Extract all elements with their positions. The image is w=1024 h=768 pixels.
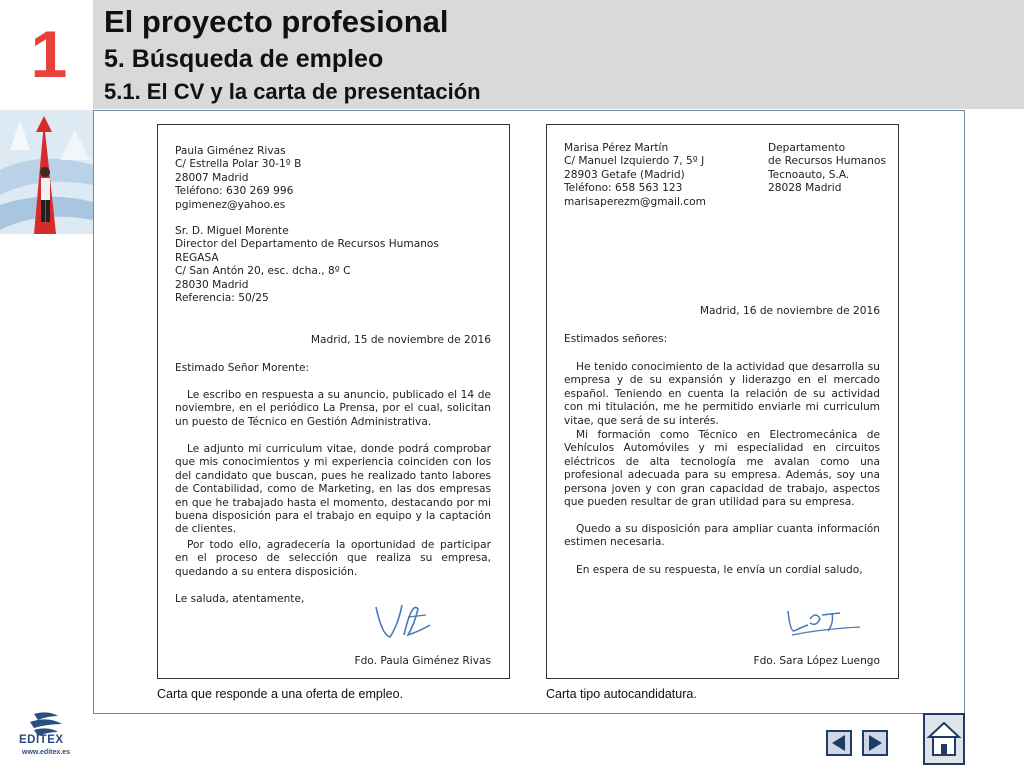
letter-greeting: Estimado Señor Morente:	[175, 362, 310, 374]
chapter-number: 1	[30, 17, 68, 91]
recipient-city: 28028 Madrid	[768, 182, 842, 195]
letter-date: Madrid, 16 de noviembre de 2016	[699, 305, 880, 317]
letter-job-offer	[157, 124, 510, 679]
sender-phone: Teléfono: 630 269 996	[175, 185, 294, 198]
letter-paragraph: Le adjunto mi curriculum vitae, donde podrá comprobar que mis conocimientos y mi experiencia coinciden con los del candidato que buscan, pues he realizado tanto labores de Contabilidad, como de Marketing, en las dos empresas en que he trabajado hasta el momento, destacando por mi buena disposición para el trabajo en equipo y la captación de clientes.	[175, 443, 491, 536]
sender-name: Paula Giménez Rivas	[175, 145, 286, 157]
recipient-company: REGASA	[175, 251, 219, 264]
chapter-number-box	[0, 0, 93, 109]
career-illustration	[0, 110, 93, 234]
caption-self-application: Carta tipo autocandidatura.	[546, 687, 697, 701]
prev-slide-button[interactable]	[826, 730, 852, 756]
recipient-name: Sr. D. Miguel Morente	[175, 225, 289, 237]
letter-closing: Le saluda, atentamente,	[175, 593, 305, 605]
recipient-city: 28030 Madrid	[175, 278, 249, 291]
letter-paragraph: Quedo a su disposición para ampliar cuanta información estimen necesaria.	[564, 523, 880, 549]
letter-self-application	[546, 124, 899, 679]
sender-address: C/ Manuel Izquierdo 7, 5º J	[564, 155, 705, 168]
caption-job-offer: Carta que responde a una oferta de empleo.	[157, 687, 404, 701]
recipient-company: Tecnoauto, S.A.	[768, 168, 850, 181]
recipient-department: Departamento	[768, 142, 846, 154]
triangle-right-icon	[864, 732, 886, 754]
letter-date: Madrid, 15 de noviembre de 2016	[310, 334, 491, 346]
sender-name: Marisa Pérez Martín	[564, 142, 669, 154]
letter-paragraph: He tenido conocimiento de la actividad que desarrolla su empresa y de su expansión y liderazgo en el mercado español. Teniendo en cuenta la relación de su actividad con mi titulación, me he permitido enviarle mi curriculum vitae, que será de su interés.	[564, 361, 880, 427]
section-title: 5. Búsqueda de empleo	[104, 45, 384, 73]
sender-block	[564, 142, 706, 209]
letter-paragraph: Mi formación como Técnico en Electromecánica de Vehículos Automóviles y mi especialidad en circuitos eléctricos de alta tecnología me avalan como una profesional adecuada para su empresa. Además, soy una persona joven y con gran capacidad de trabajo, aspectos que pueden resultar de gran utilidad para su empresa.	[564, 429, 880, 509]
recipient-reference: Referencia: 50/25	[175, 292, 269, 305]
recipient-title: Director del Departamento de Recursos Humanos	[175, 238, 439, 251]
signature-icon	[782, 601, 866, 641]
logo-url: www.editex.es	[22, 749, 70, 756]
recipient-address: C/ San Antón 20, esc. dcha., 8º C	[175, 265, 351, 278]
sender-city: 28007 Madrid	[175, 171, 249, 184]
sender-address: C/ Estrella Polar 30-1º B	[175, 158, 302, 171]
letter-paragraph: Le escribo en respuesta a su anuncio, publicado el 14 de noviembre, en el periódico La Prensa, por el cual, solicitan un puesto de Técnico en Gestión Administrativa.	[175, 389, 491, 428]
letter-greeting: Estimados señores:	[564, 333, 668, 345]
next-slide-button[interactable]	[862, 730, 888, 756]
home-button[interactable]	[923, 713, 965, 765]
sender-email: pgimenez@yahoo.es	[175, 198, 286, 211]
sender-city: 28903 Getafe (Madrid)	[564, 168, 685, 181]
recipient-department-name: de Recursos Humanos	[768, 155, 887, 168]
recipient-block	[768, 142, 886, 196]
house-icon	[925, 715, 963, 763]
letter-paragraph: En espera de su respuesta, le envía un cordial saludo,	[576, 564, 863, 576]
letter-signoff: Fdo. Paula Giménez Rivas	[354, 655, 491, 667]
letter-paragraph: Por todo ello, agradecería la oportunidad de participar en el proceso de selección que realiza su empresa, quedando a su entera disposición.	[175, 539, 491, 578]
triangle-left-icon	[828, 732, 850, 754]
sender-phone: Teléfono: 658 563 123	[564, 182, 683, 195]
sender-email: marisaperezm@gmail.com	[564, 195, 706, 208]
signature-icon	[368, 595, 438, 645]
subsection-title: 5.1. El CV y la carta de presentación	[104, 79, 481, 104]
page-title: El proyecto profesional	[104, 4, 449, 39]
recipient-block	[175, 225, 439, 305]
sender-block	[175, 145, 301, 212]
letter-signoff: Fdo. Sara López Luengo	[753, 655, 880, 667]
logo-text: EDITEX	[19, 734, 64, 746]
